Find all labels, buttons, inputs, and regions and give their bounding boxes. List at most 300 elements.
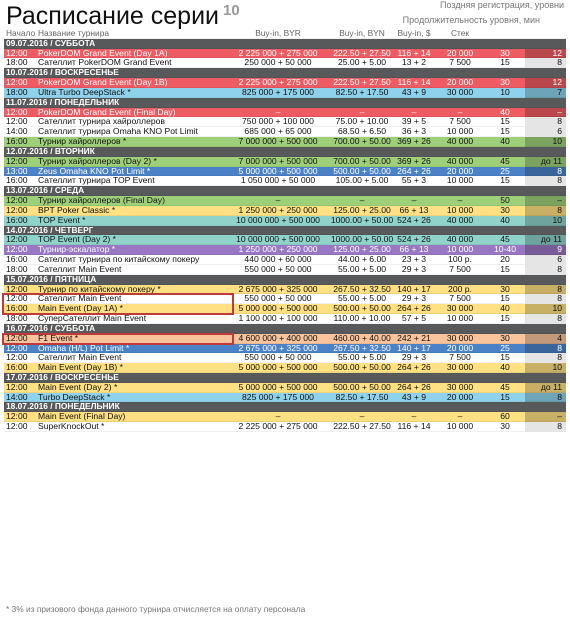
cell-time: 16:00: [6, 255, 28, 265]
cell-dur: 9: [525, 245, 566, 255]
table-row: [4, 245, 566, 255]
table-row: [4, 304, 566, 314]
date-header: [4, 39, 566, 49]
table-row: [4, 127, 566, 137]
date-header: [4, 186, 566, 196]
col-header-stack: Стек: [450, 29, 470, 38]
cell-stack: 20 000: [446, 392, 474, 402]
cell-time: 16:00: [6, 304, 28, 314]
table-row: [4, 78, 566, 88]
cell-usd: –: [411, 196, 417, 206]
cell-byr: 2 675 000 + 325 000: [238, 284, 318, 294]
cell-stack: –: [457, 107, 463, 117]
col-header-byn: Buy-in, BYN: [339, 29, 385, 38]
cell-usd: 264 + 26: [397, 166, 431, 176]
cell-usd: 524 + 26: [397, 235, 431, 245]
table-row: [4, 216, 566, 226]
cell-dur: –: [525, 196, 566, 206]
cell-name: Турнир хайроллеров (Day 2) *: [38, 156, 157, 166]
cell-stack: 10 000: [446, 314, 474, 324]
cell-byr: 2 675 000 + 325 000: [238, 343, 318, 353]
cell-stack: 10 000: [446, 422, 474, 432]
cell-usd: 140 + 17: [397, 343, 431, 353]
cell-dur: 8: [525, 206, 566, 216]
date-label: 09.07.2016 / СУББОТА: [6, 38, 96, 48]
cell-name: Turbo DeepStack *: [38, 392, 111, 402]
cell-stack: 20 000: [446, 48, 474, 58]
cell-usd: 55 + 3: [401, 176, 427, 186]
cell-byn: 267.50 + 32.50: [333, 284, 391, 294]
date-header: [4, 226, 566, 236]
cell-byr: 1 250 000 + 250 000: [238, 205, 318, 215]
cell-usd: 369 + 26: [397, 156, 431, 166]
cell-usd: 116 + 14: [397, 78, 431, 88]
cell-time: 16:00: [6, 215, 28, 225]
table-row: [4, 294, 566, 304]
date-label: 13.07.2016 / СРЕДА: [6, 186, 85, 196]
cell-byn: 44.00 + 6.00: [337, 255, 387, 265]
cell-byn: 267.50 + 32.50: [333, 343, 391, 353]
date-label: 11.07.2016 / ПОНЕДЕЛЬНИК: [6, 97, 120, 107]
cell-stack: 10 000: [446, 176, 474, 186]
cell-byn: 500.00 + 50.00: [333, 363, 391, 373]
cell-name: PokerDOM Grand Event (Day 1A): [38, 48, 168, 58]
cell-time: 16:00: [6, 176, 28, 186]
cell-time: 12:00: [6, 78, 28, 88]
date-header: [4, 68, 566, 78]
cell-dur: –: [525, 108, 566, 118]
cell-usd: 242 + 21: [397, 333, 431, 343]
cell-byr: 10 000 000 + 500 000: [236, 235, 320, 245]
cell-late: 30: [500, 422, 510, 432]
cell-time: 12:00: [6, 48, 28, 58]
date-label: 15.07.2016 / ПЯТНИЦА: [6, 274, 97, 284]
cell-name: BPT Poker Classic *: [38, 205, 116, 215]
cell-usd: –: [411, 412, 417, 422]
cell-byn: 460.00 + 40.00: [333, 333, 391, 343]
cell-time: 12:00: [6, 117, 28, 127]
cell-dur: 4: [525, 334, 566, 344]
cell-usd: 36 + 3: [401, 127, 427, 137]
cell-usd: 23 + 3: [401, 255, 427, 265]
cell-stack: 7 500: [449, 58, 471, 68]
cell-usd: 13 + 2: [401, 58, 427, 68]
col-header-name: Название турнира: [38, 29, 110, 38]
cell-time: 12:00: [6, 156, 28, 166]
cell-late: 40: [500, 304, 510, 314]
cell-time: 12:00: [6, 284, 28, 294]
cell-usd: 66 + 13: [399, 205, 429, 215]
cell-stack: 40 000: [446, 156, 474, 166]
cell-byr: 10 000 000 + 500 000: [236, 215, 320, 225]
table-row: [4, 265, 566, 275]
cell-name: Турнир хайроллеров (Final Day): [38, 196, 165, 206]
cell-late: 15: [500, 127, 510, 137]
cell-name: Турнир хайроллеров *: [38, 137, 127, 147]
cell-late: 45: [500, 382, 510, 392]
col-header-time: Начало: [6, 29, 36, 38]
cell-byn: –: [359, 412, 365, 422]
cell-time: 13:00: [6, 166, 28, 176]
cell-dur: 8: [525, 58, 566, 68]
cell-dur: 8: [525, 117, 566, 127]
cell-stack: 40 000: [446, 137, 474, 147]
cell-byr: 750 000 + 100 000: [242, 117, 314, 127]
cell-byr: 5 000 000 + 500 000: [238, 166, 318, 176]
cell-byr: 7 000 000 + 500 000: [238, 137, 318, 147]
cell-name: PokerDOM Grand Event (Final Day): [38, 107, 176, 117]
cell-byr: 1 050 000 + 50 000: [240, 176, 316, 186]
table-row: [4, 363, 566, 373]
cell-stack: –: [457, 412, 463, 422]
cell-usd: 66 + 13: [399, 245, 429, 255]
cell-byn: 222.50 + 27.50: [333, 48, 391, 58]
cell-usd: 43 + 9: [401, 87, 427, 97]
cell-byn: –: [359, 196, 365, 206]
table-row: [4, 383, 566, 393]
cell-dur: 12: [525, 49, 566, 59]
schedule-table: [4, 29, 566, 432]
cell-byr: 825 000 + 175 000: [242, 392, 314, 402]
table-row: [4, 353, 566, 363]
cell-byr: 2 225 000 + 275 000: [238, 48, 318, 58]
cell-dur: до 11: [525, 157, 566, 167]
date-label: 12.07.2016 / ВТОРНИК: [6, 146, 95, 156]
table-row: [4, 206, 566, 216]
cell-byr: 1 100 000 + 100 000: [238, 314, 318, 324]
cell-byn: 55.00 + 5.00: [337, 264, 387, 274]
cell-name: Сателлит турнира хайроллеров: [38, 117, 165, 127]
date-header: [4, 147, 566, 157]
date-header: [4, 402, 566, 412]
cell-byr: –: [275, 107, 281, 117]
cell-late: 15: [500, 58, 510, 68]
cell-usd: 39 + 5: [401, 117, 427, 127]
cell-name: Сателлит Main Event: [38, 353, 122, 363]
cell-byn: 222.50 + 27.50: [333, 78, 391, 88]
cell-late: 15: [500, 117, 510, 127]
cell-name: Ultra Turbo DeepStack *: [38, 87, 131, 97]
cell-late: 15: [500, 294, 510, 304]
cell-name: Main Event (Final Day): [38, 412, 126, 422]
table-row: [4, 49, 566, 59]
cell-usd: 116 + 14: [397, 48, 431, 58]
cell-stack: 30 000: [446, 87, 474, 97]
cell-usd: –: [411, 107, 417, 117]
cell-name: Main Event (Day 1B) *: [38, 363, 124, 373]
cell-byn: 55.00 + 5.00: [337, 353, 387, 363]
cell-dur: 10: [525, 304, 566, 314]
cell-dur: 8: [525, 176, 566, 186]
cell-byn: 125.00 + 25.00: [333, 205, 391, 215]
col-header-byr: Buy-in, BYR: [255, 29, 301, 38]
cell-name: PokerDOM Grand Event (Day 1B): [38, 78, 168, 88]
cell-stack: 30 000: [446, 304, 474, 314]
title-badge: 10: [223, 2, 240, 19]
cell-stack: 40 000: [446, 215, 474, 225]
cell-stack: –: [457, 196, 463, 206]
table-row: [4, 255, 566, 265]
cell-usd: 29 + 3: [401, 264, 427, 274]
cell-stack: 10 000: [446, 127, 474, 137]
cell-name: Main Event (Day 2) *: [38, 382, 118, 392]
date-header: [4, 324, 566, 334]
cell-byr: 5 000 000 + 500 000: [238, 304, 318, 314]
cell-time: 16:00: [6, 363, 28, 373]
cell-late: 40: [500, 137, 510, 147]
cell-name: Турнир по китайскому покеру *: [38, 284, 161, 294]
cell-name: F1 Event *: [38, 333, 79, 343]
cell-name: SuperKnockOut *: [38, 422, 105, 432]
cell-late: 40: [500, 107, 510, 117]
cell-name: Турнир-эскалатор *: [38, 245, 116, 255]
cell-time: 14:00: [6, 127, 28, 137]
date-label: 16.07.2016 / СУББОТА: [6, 323, 96, 333]
cell-dur: –: [525, 412, 566, 422]
cell-usd: 43 + 9: [401, 392, 427, 402]
cell-dur: 8: [525, 393, 566, 403]
table-row: [4, 157, 566, 167]
cell-time: 12:00: [6, 422, 28, 432]
cell-time: 18:00: [6, 58, 28, 68]
cell-late: 30: [500, 333, 510, 343]
cell-byn: 125.00 + 25.00: [333, 245, 391, 255]
cell-late: 15: [500, 314, 510, 324]
cell-byr: 1 250 000 + 250 000: [238, 245, 318, 255]
page-title-text: Расписание серии: [6, 2, 220, 30]
cell-dur: 12: [525, 78, 566, 88]
cell-name: Сателлит турнира по китайскому покеру: [38, 255, 200, 265]
cell-dur: 8: [525, 353, 566, 363]
cell-stack: 200 р.: [448, 284, 472, 294]
table-row: [4, 235, 566, 245]
cell-name: TOP Event (Day 2) *: [38, 235, 117, 245]
cell-name: Сателлит Main Event: [38, 264, 122, 274]
cell-byn: 500.00 + 50.00: [333, 166, 391, 176]
cell-usd: 140 + 17: [397, 284, 431, 294]
cell-name: СуперСателлит Main Event: [38, 314, 147, 324]
date-label: 17.07.2016 / ВОСКРЕСЕНЬЕ: [6, 372, 119, 382]
table-row: [4, 137, 566, 147]
cell-byr: 685 000 + 65 000: [244, 127, 312, 137]
cell-late: 15: [500, 392, 510, 402]
cell-time: 12:00: [6, 235, 28, 245]
cell-stack: 20 000: [446, 78, 474, 88]
cell-stack: 30 000: [446, 333, 474, 343]
table-row: [4, 167, 566, 177]
cell-time: 14:00: [6, 392, 28, 402]
cell-byn: 500.00 + 50.00: [333, 304, 391, 314]
cell-byr: 2 225 000 + 275 000: [238, 422, 318, 432]
cell-stack: 7 500: [449, 264, 471, 274]
cell-byr: 5 000 000 + 500 000: [238, 363, 318, 373]
cell-name: Zeus Omaha KNO Pot Limit *: [38, 166, 151, 176]
cell-stack: 100 р.: [448, 255, 472, 265]
cell-dur: 6: [525, 127, 566, 137]
cell-byr: 250 000 + 50 000: [244, 58, 312, 68]
date-header: [4, 98, 566, 108]
cell-late: 15: [500, 264, 510, 274]
cell-dur: 8: [525, 294, 566, 304]
cell-name: Сателлит турнира Omaha KNO Pot Limit: [38, 127, 198, 137]
cell-byr: 550 000 + 50 000: [244, 294, 312, 304]
cell-time: 18:00: [6, 314, 28, 324]
cell-late: 15: [500, 353, 510, 363]
cell-late: 15: [500, 176, 510, 186]
footnote: * 3% из призового фонда данного турнира отчисляется на оплату персонала: [6, 604, 306, 614]
cell-byn: –: [359, 107, 365, 117]
table-row: [4, 176, 566, 186]
cell-byn: 1000.00 + 50.00: [330, 215, 394, 225]
cell-time: 16:00: [6, 137, 28, 147]
table-row: [4, 117, 566, 127]
cell-late: 25: [500, 343, 510, 353]
cell-name: Сателлит турнира TOP Event: [38, 176, 155, 186]
cell-late: 30: [500, 78, 510, 88]
cell-dur: до 11: [525, 383, 566, 393]
page-title: [6, 2, 240, 31]
cell-dur: 10: [525, 363, 566, 373]
cell-byn: 82.50 + 17.50: [335, 87, 389, 97]
cell-name: Main Event (Day 1A) *: [38, 304, 124, 314]
cell-usd: 264 + 26: [397, 304, 431, 314]
cell-late: 30: [500, 284, 510, 294]
cell-late: 25: [500, 166, 510, 176]
table-row: [4, 88, 566, 98]
cell-byr: 440 000 + 60 000: [244, 255, 312, 265]
cell-late: 40: [500, 215, 510, 225]
cell-stack: 10 000: [446, 245, 474, 255]
cell-dur: 6: [525, 255, 566, 265]
cell-stack: 7 500: [449, 353, 471, 363]
cell-dur: 8: [525, 314, 566, 324]
cell-byn: 700.00 + 50.00: [333, 137, 391, 147]
col-header-usd: Buy-in, $: [397, 29, 431, 38]
table-row: [4, 422, 566, 432]
date-header: [4, 373, 566, 383]
cell-byn: 700.00 + 50.00: [333, 156, 391, 166]
cell-stack: 10 000: [446, 205, 474, 215]
cell-usd: 264 + 26: [397, 382, 431, 392]
table-row: [4, 285, 566, 295]
cell-stack: 30 000: [446, 363, 474, 373]
cell-byn: 1000.00 + 50.00: [330, 235, 394, 245]
cell-dur: 8: [525, 167, 566, 177]
cell-byr: 825 000 + 175 000: [242, 87, 314, 97]
cell-dur: 10: [525, 137, 566, 147]
cell-dur: 8: [525, 344, 566, 354]
cell-byr: 2 225 000 + 275 000: [238, 78, 318, 88]
cell-name: Сателлит PokerDOM Grand Event: [38, 58, 172, 68]
late-registration-label: Поздняя регистрация, уровни: [440, 0, 564, 10]
cell-stack: 40 000: [446, 235, 474, 245]
cell-byn: 75.00 + 10.00: [335, 117, 389, 127]
cell-usd: 57 + 5: [401, 314, 427, 324]
table-header: [4, 29, 566, 39]
cell-late: 45: [500, 235, 510, 245]
cell-dur: 8: [525, 422, 566, 432]
date-label: 18.07.2016 / ПОНЕДЕЛЬНИК: [6, 402, 120, 412]
cell-late: 20: [500, 255, 510, 265]
cell-usd: 29 + 3: [401, 353, 427, 363]
table-row: [4, 58, 566, 68]
cell-byr: 550 000 + 50 000: [244, 264, 312, 274]
cell-byn: 105.00 + 5.00: [335, 176, 389, 186]
table-row: [4, 412, 566, 422]
cell-name: Сателлит Main Event: [38, 294, 122, 304]
cell-usd: 524 + 26: [397, 215, 431, 225]
cell-late: 60: [500, 412, 510, 422]
cell-stack: 7 500: [449, 117, 471, 127]
cell-dur: 8: [525, 265, 566, 275]
table-row: [4, 334, 566, 344]
cell-usd: 264 + 26: [397, 363, 431, 373]
cell-usd: 29 + 3: [401, 294, 427, 304]
cell-byn: 55.00 + 5.00: [337, 294, 387, 304]
date-header: [4, 275, 566, 285]
cell-name: Omaha (H/L) Pot Limit *: [38, 343, 130, 353]
cell-late: 30: [500, 48, 510, 58]
table-row: [4, 196, 566, 206]
cell-dur: 7: [525, 88, 566, 98]
cell-byn: 82.50 + 17.50: [335, 392, 389, 402]
cell-byr: –: [275, 196, 281, 206]
cell-byr: 550 000 + 50 000: [244, 353, 312, 363]
cell-byr: 5 000 000 + 500 000: [238, 382, 318, 392]
cell-dur: 8: [525, 285, 566, 295]
cell-time: 12:00: [6, 353, 28, 363]
cell-byn: 25.00 + 5.00: [337, 58, 387, 68]
cell-time: 12:00: [6, 294, 28, 304]
cell-byn: 68.50 + 6.50: [337, 127, 387, 137]
cell-time: 12:00: [6, 107, 28, 117]
cell-byr: –: [275, 412, 281, 422]
cell-dur: 10: [525, 216, 566, 226]
cell-time: 12:00: [6, 343, 28, 353]
date-label: 14.07.2016 / ЧЕТВЕРГ: [6, 225, 94, 235]
cell-dur: до 11: [525, 235, 566, 245]
cell-stack: 20 000: [446, 166, 474, 176]
table-row: [4, 108, 566, 118]
level-duration-label: Продолжительность уровня, мин: [402, 15, 540, 25]
cell-late: 40: [500, 363, 510, 373]
cell-byn: 110.00 + 10.00: [333, 314, 391, 324]
cell-time: 12:00: [6, 245, 28, 255]
cell-late: 30: [500, 205, 510, 215]
cell-late: 50: [500, 196, 510, 206]
cell-time: 12:00: [6, 205, 28, 215]
cell-time: 18:00: [6, 87, 28, 97]
table-row: [4, 344, 566, 354]
cell-byr: 7 000 000 + 500 000: [238, 156, 318, 166]
cell-time: 12:00: [6, 412, 28, 422]
cell-time: 12:00: [6, 382, 28, 392]
table-row: [4, 314, 566, 324]
cell-late: 45: [500, 156, 510, 166]
date-label: 10.07.2016 / ВОСКРЕСЕНЬЕ: [6, 68, 119, 78]
cell-stack: 30 000: [446, 382, 474, 392]
cell-late: 10-40: [494, 245, 516, 255]
cell-byn: 222.50 + 27.50: [333, 422, 391, 432]
cell-time: 12:00: [6, 333, 28, 343]
cell-name: TOP Event *: [38, 215, 86, 225]
cell-time: 12:00: [6, 196, 28, 206]
cell-stack: 20 000: [446, 343, 474, 353]
cell-byr: 4 600 000 + 400 000: [238, 333, 318, 343]
cell-usd: 369 + 26: [397, 137, 431, 147]
cell-time: 18:00: [6, 264, 28, 274]
cell-late: 10: [500, 87, 510, 97]
